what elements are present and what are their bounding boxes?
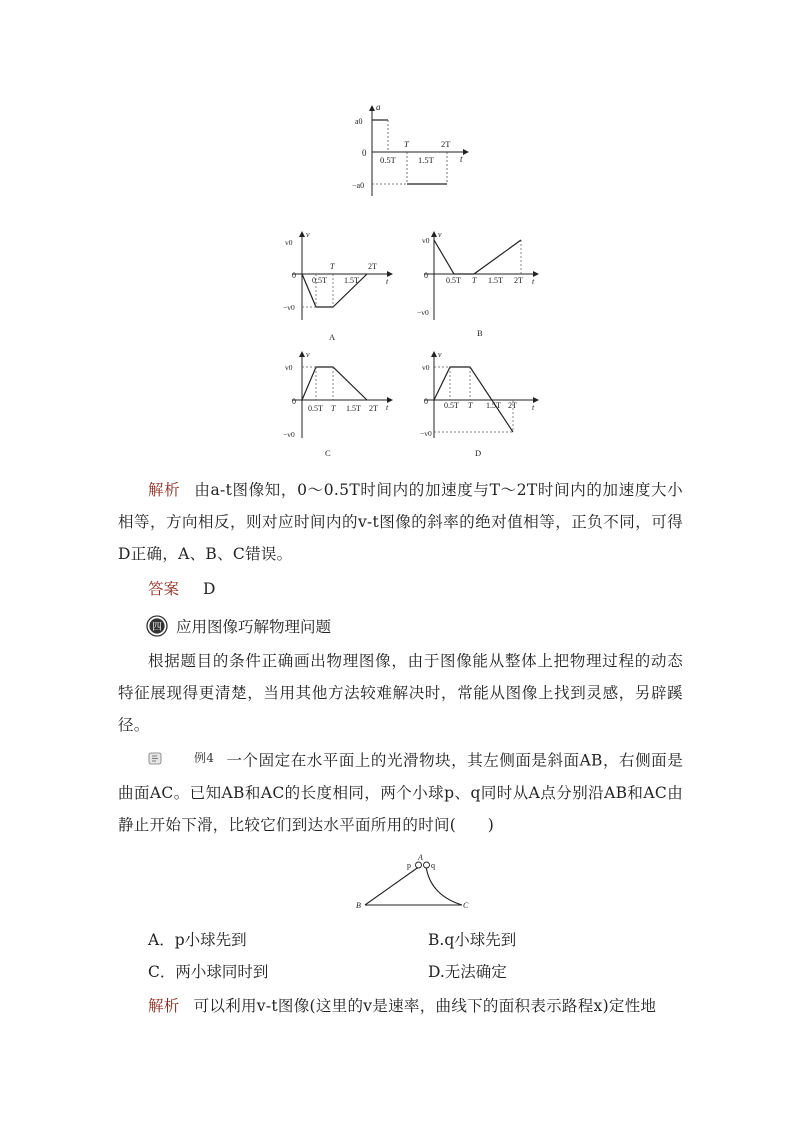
y-label-v0: v0 (422, 236, 430, 245)
vt-graph-d (414, 348, 544, 460)
x-label-0.5T: 0.5T (380, 155, 396, 165)
label-p: p (407, 861, 411, 870)
answer-label: 答案 (148, 580, 180, 598)
y-label-v0: v0 (422, 363, 430, 372)
x-label-1.5T: 1.5T (344, 276, 359, 285)
option-c: C．两小球同时到 (148, 963, 269, 981)
caption-c: C (325, 448, 331, 458)
y-label-neg-a0: −a0 (352, 181, 365, 190)
x-axis-name: t (532, 277, 535, 286)
y-label-a0: a0 (355, 117, 363, 126)
analysis-1 (118, 474, 683, 570)
caption-d: D (475, 448, 482, 458)
x-label-1.5T: 1.5T (418, 155, 434, 165)
x-label-2T: 2T (508, 401, 517, 410)
analysis-text: 可以利用v-t图像(这里的v是速率，曲线下的面积表示路程x)定性地 (193, 997, 657, 1015)
curved-face-ac (426, 866, 462, 905)
y-label-v0: v0 (285, 363, 293, 372)
x-label-2T: 2T (368, 262, 377, 271)
y-label-0: 0 (292, 397, 296, 406)
y-label-0: 0 (292, 271, 296, 280)
section-paragraph (118, 645, 683, 741)
y-label-neg-v0: −v0 (283, 430, 295, 439)
caption-a: A (329, 332, 336, 342)
analysis-label: 解析 (148, 997, 180, 1015)
x-label-2T: 2T (514, 276, 523, 285)
x-label-T: T (330, 262, 335, 271)
label-a: A (418, 853, 423, 862)
ball-q (424, 862, 430, 868)
section-number: 四 (152, 622, 162, 633)
x-axis-name: t (460, 154, 463, 164)
y-label-0: 0 (424, 397, 428, 406)
option-d: D.无法确定 (428, 963, 507, 981)
x-label-0.5T: 0.5T (312, 276, 327, 285)
label-q: q (431, 861, 435, 870)
x-label-0.5T: 0.5T (444, 401, 459, 410)
label-b: B (356, 901, 361, 910)
analysis-label: 解析 (148, 481, 181, 499)
analysis-text: 由a-t图像知，0～0.5T时间内的加速度与T～2T时间内的加速度大小相等，方向相反，则对应时间内的v-t图像的斜率的绝对值相等，正负不同，可得D正确，A、B、C错误。 (118, 481, 683, 563)
y-label-neg-v0: −v0 (420, 429, 432, 438)
x-label-1.5T: 1.5T (486, 401, 501, 410)
analysis-2 (118, 990, 683, 1022)
x-label-T: T (404, 139, 409, 149)
ball-p (416, 862, 422, 868)
vt-curve (302, 367, 367, 400)
y-label-0: 0 (424, 271, 428, 280)
at-graph (350, 100, 480, 200)
section-title: 应用图像巧解物理问题 (176, 618, 332, 636)
section-paragraph-text: 根据题目的条件正确画出物理图像，由于图像能从整体上把物理过程的动态特征展现得更清楚，当用其他方法较难解决时，常能从图像上找到灵感，另辟蹊径。 (118, 652, 683, 734)
example-4 (118, 742, 683, 841)
block-outline (365, 866, 420, 905)
x-label-2T: 2T (369, 404, 378, 413)
option-a: A．p小球先到 (148, 931, 247, 949)
y-axis-name: a (376, 102, 381, 112)
y-axis-name: v (438, 350, 442, 359)
x-axis-name: t (386, 277, 389, 286)
answer-value: D (203, 580, 216, 598)
block-figure (350, 850, 480, 912)
vt-graph-a (282, 228, 402, 346)
answer-line (148, 573, 215, 605)
label-c: C (463, 901, 469, 910)
x-label-0.5T: 0.5T (446, 276, 461, 285)
section-heading (146, 612, 331, 640)
x-label-1.5T: 1.5T (488, 276, 503, 285)
x-label-0.5T: 0.5T (308, 404, 323, 413)
y-label-0: 0 (362, 148, 367, 158)
x-label-2T: 2T (441, 139, 451, 149)
x-label-T: T (472, 276, 477, 285)
caption-b: B (477, 328, 483, 338)
y-label-neg-v0: −v0 (283, 303, 295, 312)
x-label-1.5T: 1.5T (346, 404, 361, 413)
example-badge-text: 例4 (194, 751, 215, 765)
x-label-T: T (331, 404, 336, 413)
option-b: B.q小球先到 (428, 931, 517, 949)
y-axis-name: v (306, 350, 310, 359)
y-axis-name: v (306, 230, 310, 239)
x-axis-name: t (532, 403, 535, 412)
section-number-icon (146, 615, 168, 637)
example-text: 一个固定在水平面上的光滑物块，其左侧面是斜面AB，右侧面是曲面AC。已知AB和AC的长度相同，两个小球p、q同时从A点分别沿AB和AC由静止开始下滑，比较它们到达水平面所用的时间( ) (118, 751, 683, 834)
example-icon (148, 752, 162, 765)
vt-graph-c (282, 348, 402, 460)
x-label-T: T (468, 401, 473, 410)
vt-curve (434, 240, 521, 274)
example-badge (148, 742, 214, 774)
y-label-v0: v0 (285, 238, 293, 247)
y-label-neg-v0: −v0 (417, 308, 429, 317)
vt-graph-b (414, 228, 544, 346)
y-axis-name: v (438, 230, 442, 239)
x-axis-name: t (386, 403, 389, 412)
